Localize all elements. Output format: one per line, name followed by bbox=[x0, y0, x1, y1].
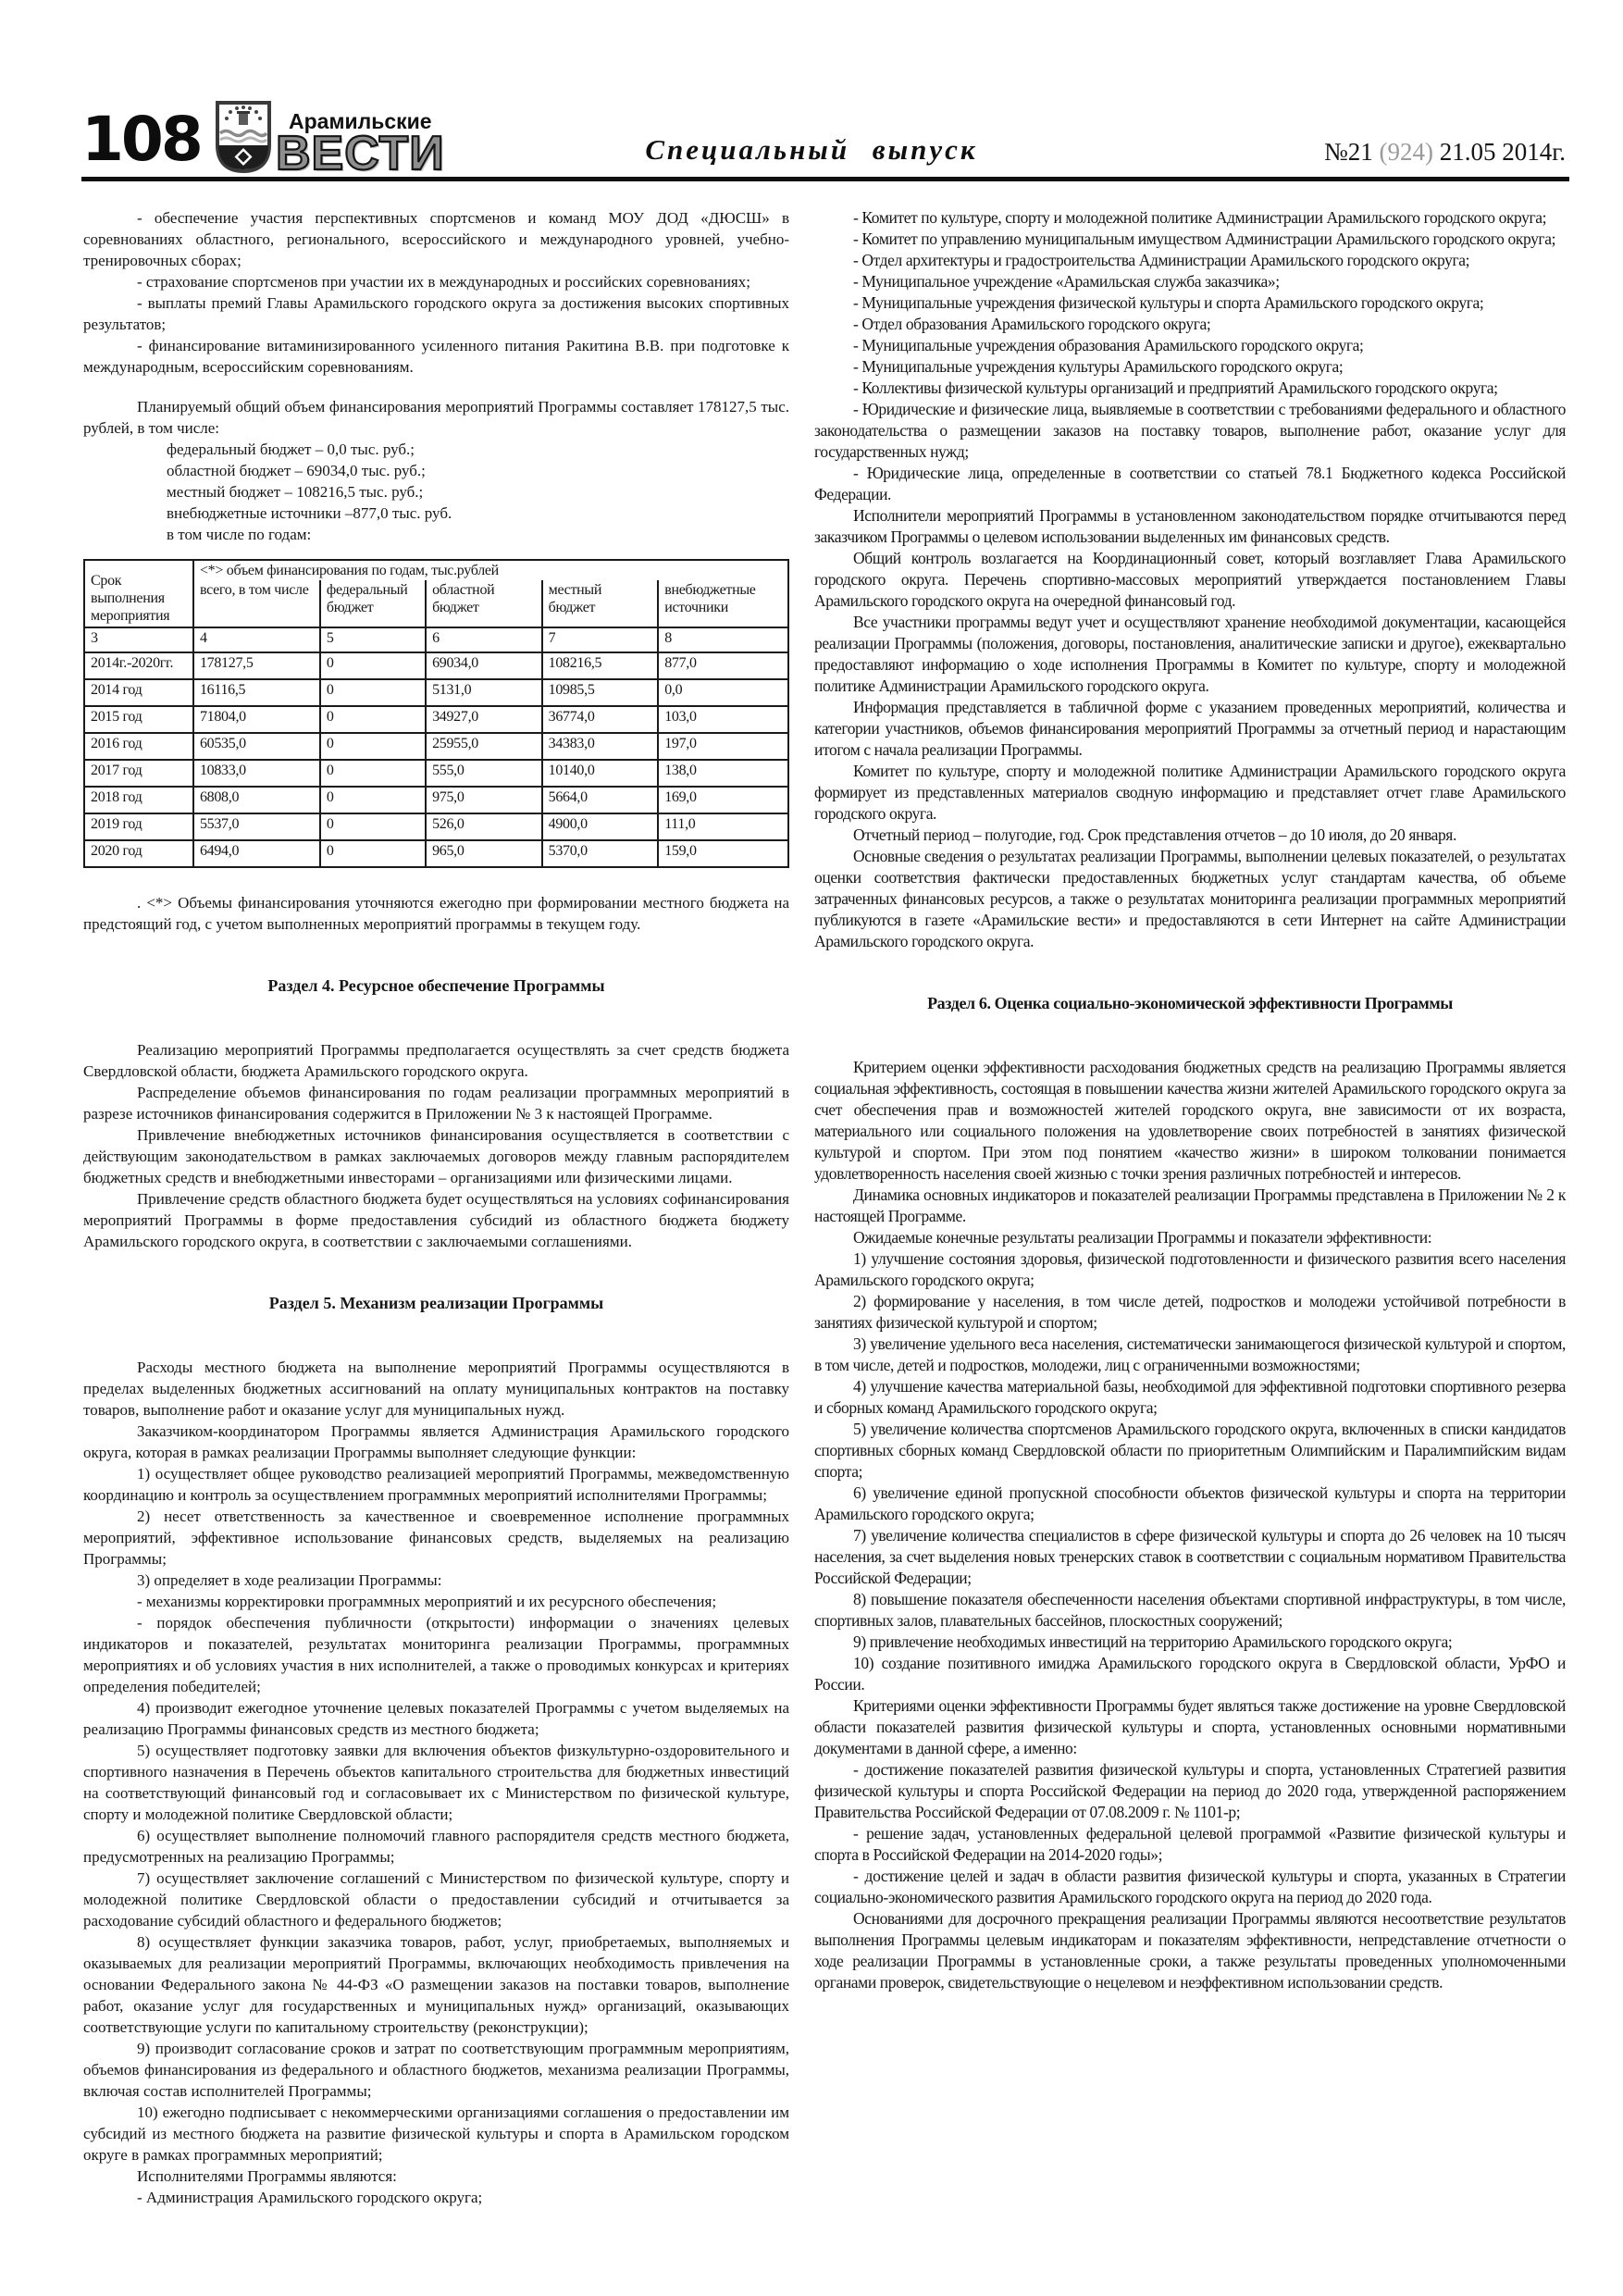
section5-title: Раздел 5. Механизм реализации Программы bbox=[268, 1294, 604, 1312]
cell-total: 16116,5 bbox=[193, 679, 320, 706]
paragraph: - Комитет по культуре, спорту и молодежной политике Администрации Арамильского городского округа; bbox=[853, 208, 1547, 227]
paragraph: - страхование спортсменов при участии их в международных и российских соревнованиях; bbox=[137, 273, 750, 291]
cell-extra: 0,0 bbox=[658, 679, 788, 706]
cell-period: 2020 год bbox=[84, 840, 193, 867]
cell-federal: 0 bbox=[320, 679, 426, 706]
paragraph: Расходы местного бюджета на выполнение мероприятий Программы осуществляются в пределах выделенных бюджетных ассигнований на оплату муниципальных контрактов на поставку товаров, выполнение работ и оказание услуг для муниципальных нужд. bbox=[83, 1359, 789, 1419]
table-subheader-cell: федеральный бюджет bbox=[320, 580, 426, 627]
cell-regional: 25955,0 bbox=[426, 733, 542, 760]
table-number-cell: 6 bbox=[426, 627, 542, 652]
cell-total: 60535,0 bbox=[193, 733, 320, 760]
right-column bbox=[814, 207, 1566, 2208]
cell-regional: 69034,0 bbox=[426, 652, 542, 679]
issue-serial: (924) bbox=[1379, 138, 1433, 166]
cell-period: 2014г.-2020гг. bbox=[84, 652, 193, 679]
cell-extra: 169,0 bbox=[658, 787, 788, 813]
cell-regional: 965,0 bbox=[426, 840, 542, 867]
paragraph: Реализацию мероприятий Программы предполагается осуществлять за счет средств бюджета Свердловской области, бюджета Арамильского городского округа. bbox=[83, 1041, 789, 1080]
paragraph: Привлечение внебюджетных источников финансирования осуществляется в соответствии с действующим законодательством в рамках заключаемых договоров между главным распорядителем бюджетных средств и внебюджетными инвесторами – организациями или физическими лицами. bbox=[83, 1126, 789, 1186]
masthead-title: ВЕСТИ bbox=[276, 126, 445, 180]
table-row bbox=[84, 813, 788, 840]
cell-federal: 0 bbox=[320, 652, 426, 679]
table-footnote: . <*> Объемы финансирования уточняются ежегодно при формировании местного бюджета на предстоящий год, с учетом выполненных мероприятий программы в текущем году. bbox=[83, 894, 789, 933]
table-row bbox=[84, 840, 788, 867]
paragraph: 10) создание позитивного имиджа Арамильского городского округа в Свердловской области, УрФО и России. bbox=[814, 1654, 1566, 1694]
masthead-city-label: Арамильские bbox=[289, 108, 432, 133]
paragraph: Критериями оценки эффективности Программы будет являться также достижение на уровне Свердловской области показателей развития физической культуры и спорта, установленных основными нормативными документами в данной сфере, а именно: bbox=[814, 1696, 1566, 1757]
table-number-cell: 7 bbox=[542, 627, 659, 652]
paragraph: - Муниципальные учреждения образования Арамильского городского округа; bbox=[853, 336, 1364, 354]
cell-extra: 197,0 bbox=[658, 733, 788, 760]
issue-info bbox=[1324, 138, 1566, 167]
cell-extra: 159,0 bbox=[658, 840, 788, 867]
paragraph: - Юридические лица, определенные в соответствии со статьей 78.1 Бюджетного кодекса Российской Федерации. bbox=[814, 464, 1566, 503]
paragraph: 6) осуществляет выполнение полномочий главного распорядителя средств местного бюджета, предусмотренных на реализацию Программы; bbox=[83, 1827, 789, 1866]
cell-regional: 555,0 bbox=[426, 760, 542, 787]
header-divider bbox=[81, 177, 1569, 181]
paragraph: Ожидаемые конечные результаты реализации Программы и показатели эффективности: bbox=[853, 1228, 1432, 1247]
table-number-row bbox=[84, 627, 788, 652]
cell-period: 2019 год bbox=[84, 813, 193, 840]
table-number-cell: 5 bbox=[320, 627, 426, 652]
cell-local: 4900,0 bbox=[542, 813, 659, 840]
paragraph: - Муниципальное учреждение «Арамильская служба заказчика»; bbox=[853, 272, 1280, 291]
paragraph: 7) увеличение количества специалистов в сфере физической культуры и спорта до 26 человек на 10 тысяч населения, за счет выделения новых тренерских ставок в соответствии с социальным нормативом Правительства Российской Федерации; bbox=[814, 1526, 1566, 1587]
paragraph: - Муниципальные учреждения физической культуры и спорта Арамильского городского округа; bbox=[853, 293, 1484, 312]
table-header-row bbox=[84, 560, 788, 580]
issue-type-label: Специальный выпуск bbox=[645, 133, 978, 166]
budget-line: федеральный бюджет – 0,0 тыс. руб.; bbox=[167, 441, 415, 458]
table-row bbox=[84, 706, 788, 733]
cell-extra: 877,0 bbox=[658, 652, 788, 679]
cell-period: 2016 год bbox=[84, 733, 193, 760]
section4-paragraph-group bbox=[83, 1039, 789, 1252]
funding-intro-paragraph: Планируемый общий объем финансирования мероприятий Программы составляет 178127,5 тыс. рублей, в том числе: bbox=[83, 398, 789, 437]
cell-federal: 0 bbox=[320, 840, 426, 867]
cell-local: 34383,0 bbox=[542, 733, 659, 760]
page-header bbox=[0, 0, 1623, 181]
budget-line: местный бюджет – 108216,5 тыс. руб.; bbox=[167, 483, 424, 501]
cell-local: 5370,0 bbox=[542, 840, 659, 867]
cell-extra: 138,0 bbox=[658, 760, 788, 787]
paragraph: 4) улучшение качества материальной базы, необходимой для эффективной подготовки спортивного резерва и сборных команд Арамильского городского округа; bbox=[814, 1377, 1566, 1417]
paragraph: - выплаты премий Главы Арамильского городского округа за достижения высоких спортивных результатов; bbox=[83, 294, 789, 333]
table-col1-header: Срок выполнения мероприятия bbox=[84, 560, 193, 627]
budget-line: внебюджетные источники –877,0 тыс. руб. bbox=[167, 504, 452, 522]
paragraph: Заказчиком-координатором Программы является Администрация Арамильского городского округа, которая в рамках реализации Программы выполняет следующие функции: bbox=[83, 1422, 789, 1461]
section4-title: Раздел 4. Ресурсное обеспечение Программы bbox=[267, 976, 605, 995]
table-row bbox=[84, 787, 788, 813]
budget-line: областной бюджет – 69034,0 тыс. руб.; bbox=[167, 462, 426, 479]
paragraph: 8) повышение показателя обеспеченности населения объектами спортивной инфраструктуры, в том числе, спортивных залов, плавательных бассейнов, плоскостных сооружений; bbox=[814, 1590, 1566, 1630]
issue-date: 21.05 2014г. bbox=[1439, 138, 1566, 166]
budget-line: в том числе по годам: bbox=[167, 526, 312, 543]
cell-total: 71804,0 bbox=[193, 706, 320, 733]
cell-local: 10985,5 bbox=[542, 679, 659, 706]
paragraph: 1) улучшение состояния здоровья, физической подготовленности и физического развития всего населения Арамильского городского округа; bbox=[814, 1249, 1566, 1289]
funding-table bbox=[83, 559, 789, 868]
cell-federal: 0 bbox=[320, 706, 426, 733]
cell-period: 2014 год bbox=[84, 679, 193, 706]
paragraph: Основные сведения о результатах реализации Программы, выполнении целевых показателей, о результатах оценки соответствия фактически предоставленных бюджетных услуг стандартам качества, об объеме затраченных финансовых ресурсов, а также о результатах мониторинга реализации программных мероприятий публикуются в газете «Арамильские вести» и предоставляются в сети Интернет на сайте Администрации Арамильского городского округа. bbox=[814, 847, 1566, 950]
funding-table-body bbox=[84, 652, 788, 867]
section6-paragraph-group bbox=[814, 1057, 1566, 1993]
paragraph: Основаниями для досрочного прекращения реализации Программы являются несоответствие результатов выполнения Программы целевым индикаторам и показателям эффективности, непредставление отчетности о ходе реализации Программы в установленные сроки, а также результаты проведенных уполномоченными органами проверок, свидетельствующие о нецелевом и неэффективном использовании средств. bbox=[814, 1909, 1566, 1992]
paragraph: 7) осуществляет заключение соглашений с Министерством по физической культуре, спорту и молодежной политике Свердловской области о предоставлении субсидий и отчитывается за расходование субсидий областного и федерального бюджетов; bbox=[83, 1869, 789, 1930]
funding-lines-group bbox=[83, 439, 789, 545]
paragraph: 2) формирование у населения, в том числе детей, подростков и молодежи устойчивой потребности в занятиях физической культурой и спортом; bbox=[814, 1292, 1566, 1332]
left-column bbox=[83, 207, 789, 2208]
table-row bbox=[84, 733, 788, 760]
paragraph: Привлечение средств областного бюджета будет осуществляться на условиях софинансирования мероприятий Программы в форме предоставления субсидий из областного бюджета бюджету Арамильского городского округа, в соответствии с заключаемыми соглашениями. bbox=[83, 1190, 789, 1250]
cell-extra: 103,0 bbox=[658, 706, 788, 733]
cell-local: 108216,5 bbox=[542, 652, 659, 679]
paragraph: 5) осуществляет подготовку заявки для включения объектов физкультурно-оздоровительного и спортивного назначения в Перечень объектов капитального строительства для бюджетных инвестиций на соответствующий финансовый год и согласовывает их с Министерством по физической культуре, спорту и молодежной политике Свердловской области; bbox=[83, 1742, 789, 1823]
paragraph: - Отдел образования Арамильского городского округа; bbox=[853, 315, 1211, 333]
paragraph: Распределение объемов финансирования по годам реализации программных мероприятий в разрезе источников финансирования содержится в Приложении № 3 к настоящей Программе. bbox=[83, 1084, 789, 1123]
cell-period: 2015 год bbox=[84, 706, 193, 733]
cell-total: 10833,0 bbox=[193, 760, 320, 787]
table-number-cell: 8 bbox=[658, 627, 788, 652]
table-subheader-cell: всего, в том числе bbox=[193, 580, 320, 627]
paragraph: 4) производит ежегодное уточнение целевых показателей Программы с учетом выделяемых на реализацию Программы финансовых средств из местного бюджета; bbox=[83, 1699, 789, 1738]
paragraph: 9) привлечение необходимых инвестиций на территорию Арамильского городского округа; bbox=[853, 1632, 1453, 1651]
paragraph: - Отдел архитектуры и градостроительства Администрации Арамильского городского округа; bbox=[853, 251, 1470, 269]
cell-regional: 34927,0 bbox=[426, 706, 542, 733]
cell-period: 2018 год bbox=[84, 787, 193, 813]
cell-federal: 0 bbox=[320, 787, 426, 813]
paragraph: Общий контроль возлагается на Координационный совет, который возглавляет Глава Арамильского городского округа. Перечень спортивно-массовых мероприятий утверждается постановлением Главы Арамильского городского округа на очередной финансовый год. bbox=[814, 549, 1566, 610]
cell-regional: 975,0 bbox=[426, 787, 542, 813]
table-number-cell: 3 bbox=[84, 627, 193, 652]
section5-paragraph-group bbox=[83, 1357, 789, 2208]
paragraph: - Муниципальные учреждения культуры Арамильского городского округа; bbox=[853, 357, 1344, 376]
cell-total: 178127,5 bbox=[193, 652, 320, 679]
paragraph: Динамика основных индикаторов и показателей реализации Программы представлена в Приложении № 2 к настоящей Программе. bbox=[814, 1185, 1566, 1225]
cell-regional: 5131,0 bbox=[426, 679, 542, 706]
cell-total: 6808,0 bbox=[193, 787, 320, 813]
paragraph: Все участники программы ведут учет и осуществляют хранение необходимой документации, касающейся реализации Программы (положения, договоры, постановления, аналитические записки и другое), ежеквартально предоставляют информацию о ходе исполнения Программы в Комитет по культуре, спорту и молодежной политике Администрации Арамильского городского округа. bbox=[814, 613, 1566, 695]
paragraph: - Администрация Арамильского городского округа; bbox=[137, 2189, 483, 2206]
paragraph: - Коллективы физической культуры организаций и предприятий Арамильского городского округа; bbox=[853, 379, 1498, 397]
table-subheader-cell: внебюджетные источники bbox=[658, 580, 788, 627]
paragraph: Информация представляется в табличной форме с указанием проведенных мероприятий, количества и категории участников, объемов финансирования мероприятий Программы за отчетный период и нарастающим итогом с начала реализации Программы. bbox=[814, 698, 1566, 759]
paragraph: - порядок обеспечения публичности (открытости) информации о значениях целевых индикаторов и показателей, результатах мониторинга реализации Программы, программных мероприятиях и об условиях участия в них исполнителей, а также о проводимых конкурсах и критериях определения победителей; bbox=[83, 1614, 789, 1695]
paragraph: - достижение показателей развития физической культуры и спорта, установленных Стратегией развития физической культуры и спорта Российской Федерации на период до 2020 года, утвержденной распоряжением Правительства Российской Федерации от 07.08.2009 г. № 1101-р; bbox=[814, 1760, 1566, 1821]
article-body bbox=[0, 181, 1623, 2208]
paragraph: Исполнителями Программы являются: bbox=[137, 2167, 397, 2185]
cell-total: 5537,0 bbox=[193, 813, 320, 840]
paragraph: - обеспечение участия перспективных спортсменов и команд МОУ ДОД «ДЮСШ» в соревнованиях областного, регионального, всероссийского и международного уровней, учебно-тренировочных сборах; bbox=[83, 209, 789, 269]
page-number: 108 bbox=[81, 104, 201, 175]
table-row bbox=[84, 652, 788, 679]
intro-paragraph-group bbox=[83, 207, 789, 378]
cell-federal: 0 bbox=[320, 733, 426, 760]
paragraph: - механизмы корректировки программных мероприятий и их ресурсного обеспечения; bbox=[137, 1593, 717, 1610]
paragraph: 3) определяет в ходе реализации Программы: bbox=[137, 1571, 442, 1589]
cell-local: 36774,0 bbox=[542, 706, 659, 733]
paragraph: - Юридические и физические лица, выявляемые в соответствии с требованиями федерального и областного законодательства о размещении заказов на поставку товаров, выполнение работ, оказание услуг для государственных нужд; bbox=[814, 400, 1566, 461]
cell-federal: 0 bbox=[320, 813, 426, 840]
cell-total: 6494,0 bbox=[193, 840, 320, 867]
section6-title: Раздел 6. Оценка социально-экономической эффективности Программы bbox=[927, 994, 1453, 1012]
cell-federal: 0 bbox=[320, 760, 426, 787]
paragraph: 10) ежегодно подписывает с некоммерческими организациями соглашения о предоставлении им субсидий из местного бюджета на развитие физической культуры и спорта в Арамильском городском округе в рамках программных мероприятий; bbox=[83, 2104, 789, 2164]
paragraph: 3) увеличение удельного веса населения, систематически занимающегося физической культурой и спортом, в том числе, детей и подростков, молодежи, лиц с ограниченными возможностями; bbox=[814, 1334, 1566, 1374]
paragraph: 2) несет ответственность за качественное и своевременное исполнение программных мероприятий, эффективное использование финансовых средств, выделяемых на реализацию Программы; bbox=[83, 1508, 789, 1568]
paragraph: 5) увеличение количества спортсменов Арамильского городского округа, включенных в списки кандидатов спортивных сборных команд Свердловской области по приоритетным Олимпийским и Паралимпийским видам спорта; bbox=[814, 1420, 1566, 1481]
cell-period: 2017 год bbox=[84, 760, 193, 787]
cell-extra: 111,0 bbox=[658, 813, 788, 840]
table-row bbox=[84, 760, 788, 787]
issue-number: №21 bbox=[1323, 138, 1373, 166]
paragraph: - решение задач, установленных федеральной целевой программой «Развитие физической культуры и спорта в Российской Федерации на 2014-2020 годы»; bbox=[814, 1824, 1566, 1864]
paragraph: Критерием оценки эффективности расходования бюджетных средств на реализацию Программы является социальная эффективность, состоящая в повышении качества жизни жителей Арамильского городского округа за счет обеспечения прав и возможностей жителей городского округа, вне зависимости от их возраста, материального или социального положения на удовлетворение своих потребностей в занятиях физической культурой и спортом. При этом под понятием «качество жизни» в широком толковании понимается удовлетворенность населения своей жизнью с точки зрения различных потребностей и интересов. bbox=[814, 1058, 1566, 1183]
paragraph: - Комитет по управлению муниципальным имуществом Администрации Арамильского городского округа; bbox=[853, 230, 1556, 248]
paragraph: Комитет по культуре, спорту и молодежной политике Администрации Арамильского городского округа формирует из представленных материалов сводную информацию и представляет отчет главе Арамильского городского округа. bbox=[814, 762, 1566, 823]
right-paragraph-group bbox=[814, 207, 1566, 952]
paragraph: 1) осуществляет общее руководство реализацией мероприятий Программы, межведомственную координацию и контроль за осуществлением программных мероприятий исполнителями Программы; bbox=[83, 1465, 789, 1504]
paragraph: Исполнители мероприятий Программы в установленном законодательством порядке отчитываются перед заказчиком Программы о целевом использовании выделенных им финансовых средств. bbox=[814, 506, 1566, 546]
paragraph: - финансирование витаминизированного усиленного питания Ракитина В.В. при подготовке к международным, всероссийским соревнованиям. bbox=[83, 337, 789, 376]
cell-local: 5664,0 bbox=[542, 787, 659, 813]
table-subheader-cell: местный бюджет bbox=[542, 580, 659, 627]
paragraph: 8) осуществляет функции заказчика товаров, работ, услуг, приобретаемых, выполняемых и оказываемых для реализации мероприятий Программы, включающих необходимость привлечения на основании Федерального закона № 44-ФЗ «О размещении заказов на поставки товаров, выполнение работ, оказание услуг для государственных и муниципальных нужд» организаций, оказывающих соответствующие услуги по капитальному строительству (реконструкции); bbox=[83, 1933, 789, 2036]
paragraph: 6) увеличение единой пропускной способности объектов физической культуры и спорта на территории Арамильского городского округа; bbox=[814, 1483, 1566, 1523]
cell-regional: 526,0 bbox=[426, 813, 542, 840]
table-number-cell: 4 bbox=[193, 627, 320, 652]
paragraph: 9) производит согласование сроков и затрат по соответствующим программным мероприятиям, объемов финансирования из федерального и областного бюджетов, механизма реализации Программы, включая состав исполнителей Программы; bbox=[83, 2040, 789, 2100]
table-subheader-cell: областной бюджет bbox=[426, 580, 542, 627]
paragraph: Отчетный период – полугодие, год. Срок представления отчетов – до 10 июля, до 20 января. bbox=[853, 825, 1456, 844]
table-row bbox=[84, 679, 788, 706]
paragraph: - достижение целей и задач в области развития физической культуры и спорта, указанных в Стратегии социально-экономического развития Арамильского городского округа на период до 2020 года. bbox=[814, 1867, 1566, 1906]
table-span-header: <*> объем финансирования по годам, тыс.рублей bbox=[193, 560, 788, 580]
cell-local: 10140,0 bbox=[542, 760, 659, 787]
